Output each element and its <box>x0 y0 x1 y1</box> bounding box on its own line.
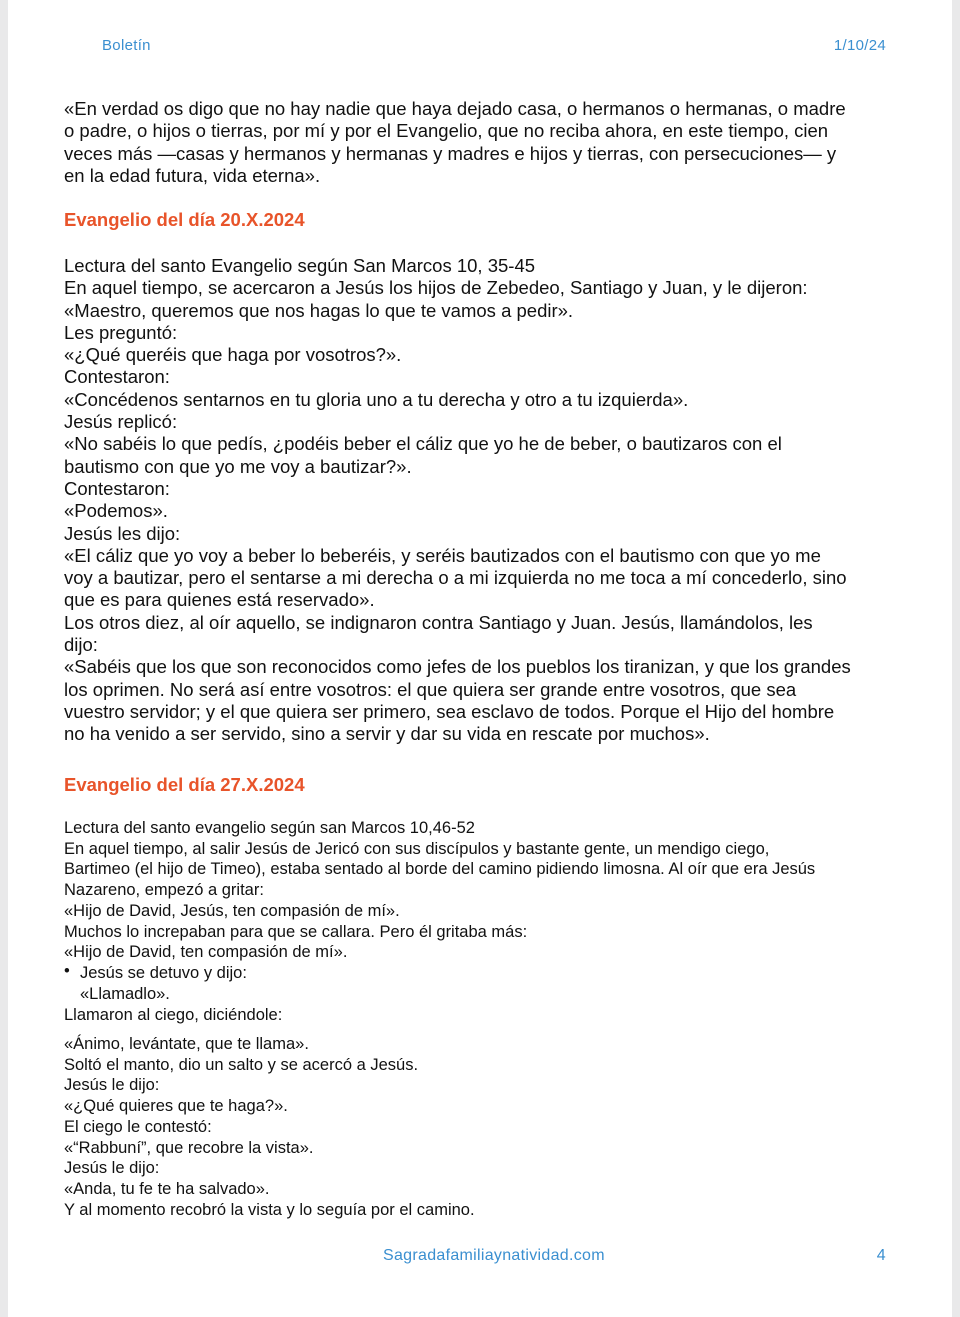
text-line: Jesús les dijo: <box>64 522 181 544</box>
bullet-point: • <box>64 962 70 980</box>
section-heading-27-x: Evangelio del día 27.X.2024 <box>64 774 305 795</box>
text-line: veces más —casas y hermanos y hermanas y madres e hijos y tierras, con persecuciones— y <box>64 142 837 164</box>
text-line: bautismo con que yo me voy a bautizar?». <box>64 455 412 477</box>
document-page <box>8 0 952 1317</box>
text-line: En aquel tiempo, al salir Jesús de Jericó con sus discípulos y bastante gente, un mendigo ciego, <box>64 839 770 858</box>
text-line: Y al momento recobró la vista y lo seguía por el camino. <box>64 1200 475 1219</box>
text-line: Contestaron: <box>64 366 170 388</box>
header-date: 1/10/24 <box>833 37 886 54</box>
text-line: que es para quienes está reservado». <box>64 589 375 611</box>
text-line: «¿Qué queréis que haga por vosotros?». <box>64 344 402 366</box>
text-line: los oprimen. No será así entre vosotros: el que quiera ser grande entre vosotros, que sea <box>64 678 797 700</box>
text-line: voy a bautizar, pero el sentarse a mi derecha o a mi izquierda no me toca a mí concederlo, sino <box>64 567 847 589</box>
footer-website: Sagradafamiliaynatividad.com <box>383 1247 605 1264</box>
text-line: Jesús le dijo: <box>64 1076 160 1095</box>
text-line: Lectura del santo evangelio según san Marcos 10,46-52 <box>64 819 475 837</box>
text-line: «El cáliz que yo voy a beber lo beberéis, y seréis bautizados con el bautismo con que yo me <box>64 544 821 566</box>
text-line: «“Rabbuní”, que recobre la vista». <box>64 1138 314 1157</box>
text-line: «Ánimo, levántate, que te llama». <box>64 1035 309 1053</box>
text-line: «Anda, tu fe te ha salvado». <box>64 1179 270 1198</box>
text-line: Soltó el manto, dio un salto y se acercó a Jesús. <box>64 1055 419 1074</box>
text-line: «Hijo de David, Jesús, ten compasión de mí». <box>64 901 400 920</box>
text-line: Muchos lo increpaban para que se callara. Pero él gritaba más: <box>64 922 528 941</box>
section2-body-a <box>64 818 894 963</box>
text-line: «Podemos». <box>64 500 168 522</box>
section2-line-c: Llamaron al ciego, diciéndole: <box>64 1006 283 1024</box>
text-line: Bartimeo (el hijo de Timeo), estaba sentado al borde del camino pidiendo limosna. Al oír que era Jesús <box>64 860 816 879</box>
text-line: Contestaron: <box>64 477 170 499</box>
text-line: «Concédenos sentarnos en tu gloria uno a tu derecha y otro a tu izquierda». <box>64 388 689 410</box>
text-line: vuestro servidor; y el que quiera ser primero, sea esclavo de todos. Porque el Hijo del hombre <box>64 700 835 722</box>
section1-body <box>64 255 894 746</box>
text-line: Jesús replicó: <box>64 411 178 433</box>
text-line: Jesús le dijo: <box>64 1159 160 1178</box>
section-heading-20-x: Evangelio del día 20.X.2024 <box>64 209 305 230</box>
text-line: «Maestro, queremos que nos hagas lo que te vamos a pedir». <box>64 299 574 321</box>
text-line: «Llamadlo». <box>80 984 170 1003</box>
intro-paragraph <box>64 98 894 187</box>
text-line: no ha venido a ser servido, sino a servir y dar su vida en rescate por muchos». <box>64 723 710 745</box>
header-title: Boletín <box>102 37 151 54</box>
text-line: En aquel tiempo, se acercaron a Jesús los hijos de Zebedeo, Santiago y Juan, y le dijeron: <box>64 277 808 299</box>
text-line: «No sabéis lo que pedís, ¿podéis beber el cáliz que yo he de beber, o bautizaros con el <box>64 433 782 455</box>
text-line: «Sabéis que los que son reconocidos como jefes de los pueblos los tiranizan, y que los grandes <box>64 656 851 678</box>
text-line: Los otros diez, al oír aquello, se indignaron contra Santiago y Juan. Jesús, llamándolos, les <box>64 611 813 633</box>
section2-body-d <box>64 1034 894 1220</box>
text-line: «En verdad os digo que no hay nadie que haya dejado casa, o hermanos o hermanas, o madre <box>64 98 846 119</box>
text-line: o padre, o hijos o tierras, por mí y por el Evangelio, que no reciba ahora, en este tiempo, cien <box>64 120 829 142</box>
text-line: Lectura del santo Evangelio según San Marcos 10, 35-45 <box>64 255 536 276</box>
text-line: Nazareno, empezó a gritar: <box>64 881 264 900</box>
section2-bullet-lines <box>80 963 910 1004</box>
text-line: «Hijo de David, ten compasión de mí». <box>64 943 348 962</box>
text-line: «¿Qué quieres que te haga?». <box>64 1097 288 1116</box>
text-line: Jesús se detuvo y dijo: <box>80 964 247 982</box>
text-line: dijo: <box>64 634 98 656</box>
text-line: El ciego le contestó: <box>64 1117 212 1136</box>
text-line: en la edad futura, vida eterna». <box>64 164 321 186</box>
page-number: 4 <box>876 1247 886 1264</box>
text-line: Les preguntó: <box>64 321 178 343</box>
